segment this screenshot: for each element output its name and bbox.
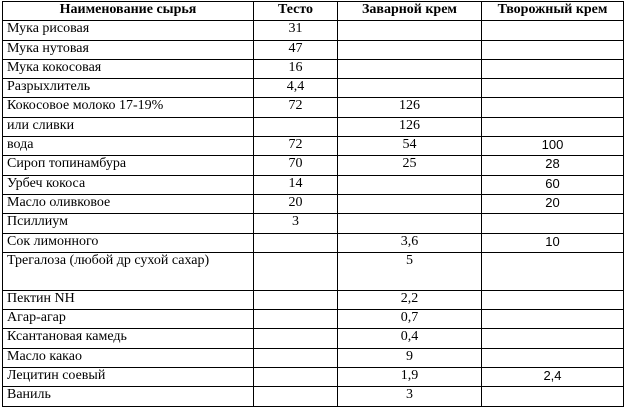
custard-amount: 3,6 [338,233,482,252]
curd-cream-amount [482,310,624,329]
custard-amount [338,21,482,40]
curd-cream-amount [482,329,624,348]
curd-cream-amount [482,387,624,406]
ingredient-name: Агар-агар [3,310,254,329]
custard-amount [338,40,482,59]
header-curd-cream: Творожный крем [482,2,624,21]
curd-cream-amount: 2,4 [482,368,624,387]
table-row [3,40,624,59]
dough-amount [254,348,338,367]
custard-amount: 54 [338,137,482,156]
curd-cream-amount [482,252,624,290]
ingredient-name: или сливки [3,117,254,136]
table-row [3,59,624,78]
curd-cream-amount [482,290,624,309]
dough-amount [254,387,338,406]
dough-amount [254,252,338,290]
custard-amount: 0,4 [338,329,482,348]
ingredient-name: Лецитин соевый [3,368,254,387]
curd-cream-amount [482,40,624,59]
curd-cream-amount [482,21,624,40]
ingredient-name: Мука нутовая [3,40,254,59]
custard-amount: 3 [338,387,482,406]
dough-amount [254,310,338,329]
dough-amount: 20 [254,194,338,213]
dough-amount [254,117,338,136]
ingredient-name: вода [3,137,254,156]
ingredient-name: Урбеч кокоса [3,175,254,194]
table-row [3,233,624,252]
ingredient-name: Пектин NH [3,290,254,309]
table-row [3,79,624,98]
dough-amount: 31 [254,21,338,40]
table-row [3,175,624,194]
custard-amount: 126 [338,117,482,136]
table-row [3,194,624,213]
table-row [3,368,624,387]
table-row [3,117,624,136]
table-row [3,387,624,406]
curd-cream-amount [482,117,624,136]
dough-amount: 14 [254,175,338,194]
ingredient-name: Трегалоза (любой др сухой сахар) [3,252,254,290]
ingredient-name: Сироп топинамбура [3,156,254,175]
curd-cream-amount [482,214,624,233]
dough-amount: 4,4 [254,79,338,98]
custard-amount [338,59,482,78]
dough-amount [254,329,338,348]
recipe-table [2,1,624,407]
curd-cream-amount [482,79,624,98]
table-row [3,21,624,40]
ingredient-name: Ваниль [3,387,254,406]
table-row [3,252,624,290]
ingredient-name: Масло оливковое [3,194,254,213]
custard-amount [338,194,482,213]
custard-amount: 9 [338,348,482,367]
ingredient-name: Ксантановая камедь [3,329,254,348]
dough-amount: 70 [254,156,338,175]
custard-amount: 126 [338,98,482,117]
custard-amount: 1,9 [338,368,482,387]
table-row [3,329,624,348]
dough-amount: 16 [254,59,338,78]
custard-amount [338,175,482,194]
curd-cream-amount [482,348,624,367]
table-row [3,137,624,156]
custard-amount [338,214,482,233]
custard-amount: 0,7 [338,310,482,329]
ingredient-name: Мука рисовая [3,21,254,40]
header-ingredient: Наименование сырья [3,2,254,21]
dough-amount: 72 [254,137,338,156]
ingredient-name: Разрыхлитель [3,79,254,98]
table-row [3,214,624,233]
custard-amount [338,79,482,98]
header-custard: Заварной крем [338,2,482,21]
ingredient-name: Мука кокосовая [3,59,254,78]
curd-cream-amount: 20 [482,194,624,213]
curd-cream-amount: 28 [482,156,624,175]
dough-amount: 3 [254,214,338,233]
header-dough: Тесто [254,2,338,21]
table-row [3,156,624,175]
header-row [3,2,624,21]
dough-amount [254,290,338,309]
custard-amount: 2,2 [338,290,482,309]
curd-cream-amount: 10 [482,233,624,252]
ingredient-name: Псиллиум [3,214,254,233]
table-row [3,310,624,329]
curd-cream-amount: 100 [482,137,624,156]
dough-amount: 72 [254,98,338,117]
custard-amount: 25 [338,156,482,175]
table-row [3,290,624,309]
dough-amount: 47 [254,40,338,59]
custard-amount: 5 [338,252,482,290]
curd-cream-amount: 60 [482,175,624,194]
table-row [3,348,624,367]
curd-cream-amount [482,98,624,117]
dough-amount [254,368,338,387]
ingredient-name: Сок лимонного [3,233,254,252]
ingredient-name: Кокосовое молоко 17-19% [3,98,254,117]
ingredient-name: Масло какао [3,348,254,367]
dough-amount [254,233,338,252]
table-row [3,98,624,117]
curd-cream-amount [482,59,624,78]
